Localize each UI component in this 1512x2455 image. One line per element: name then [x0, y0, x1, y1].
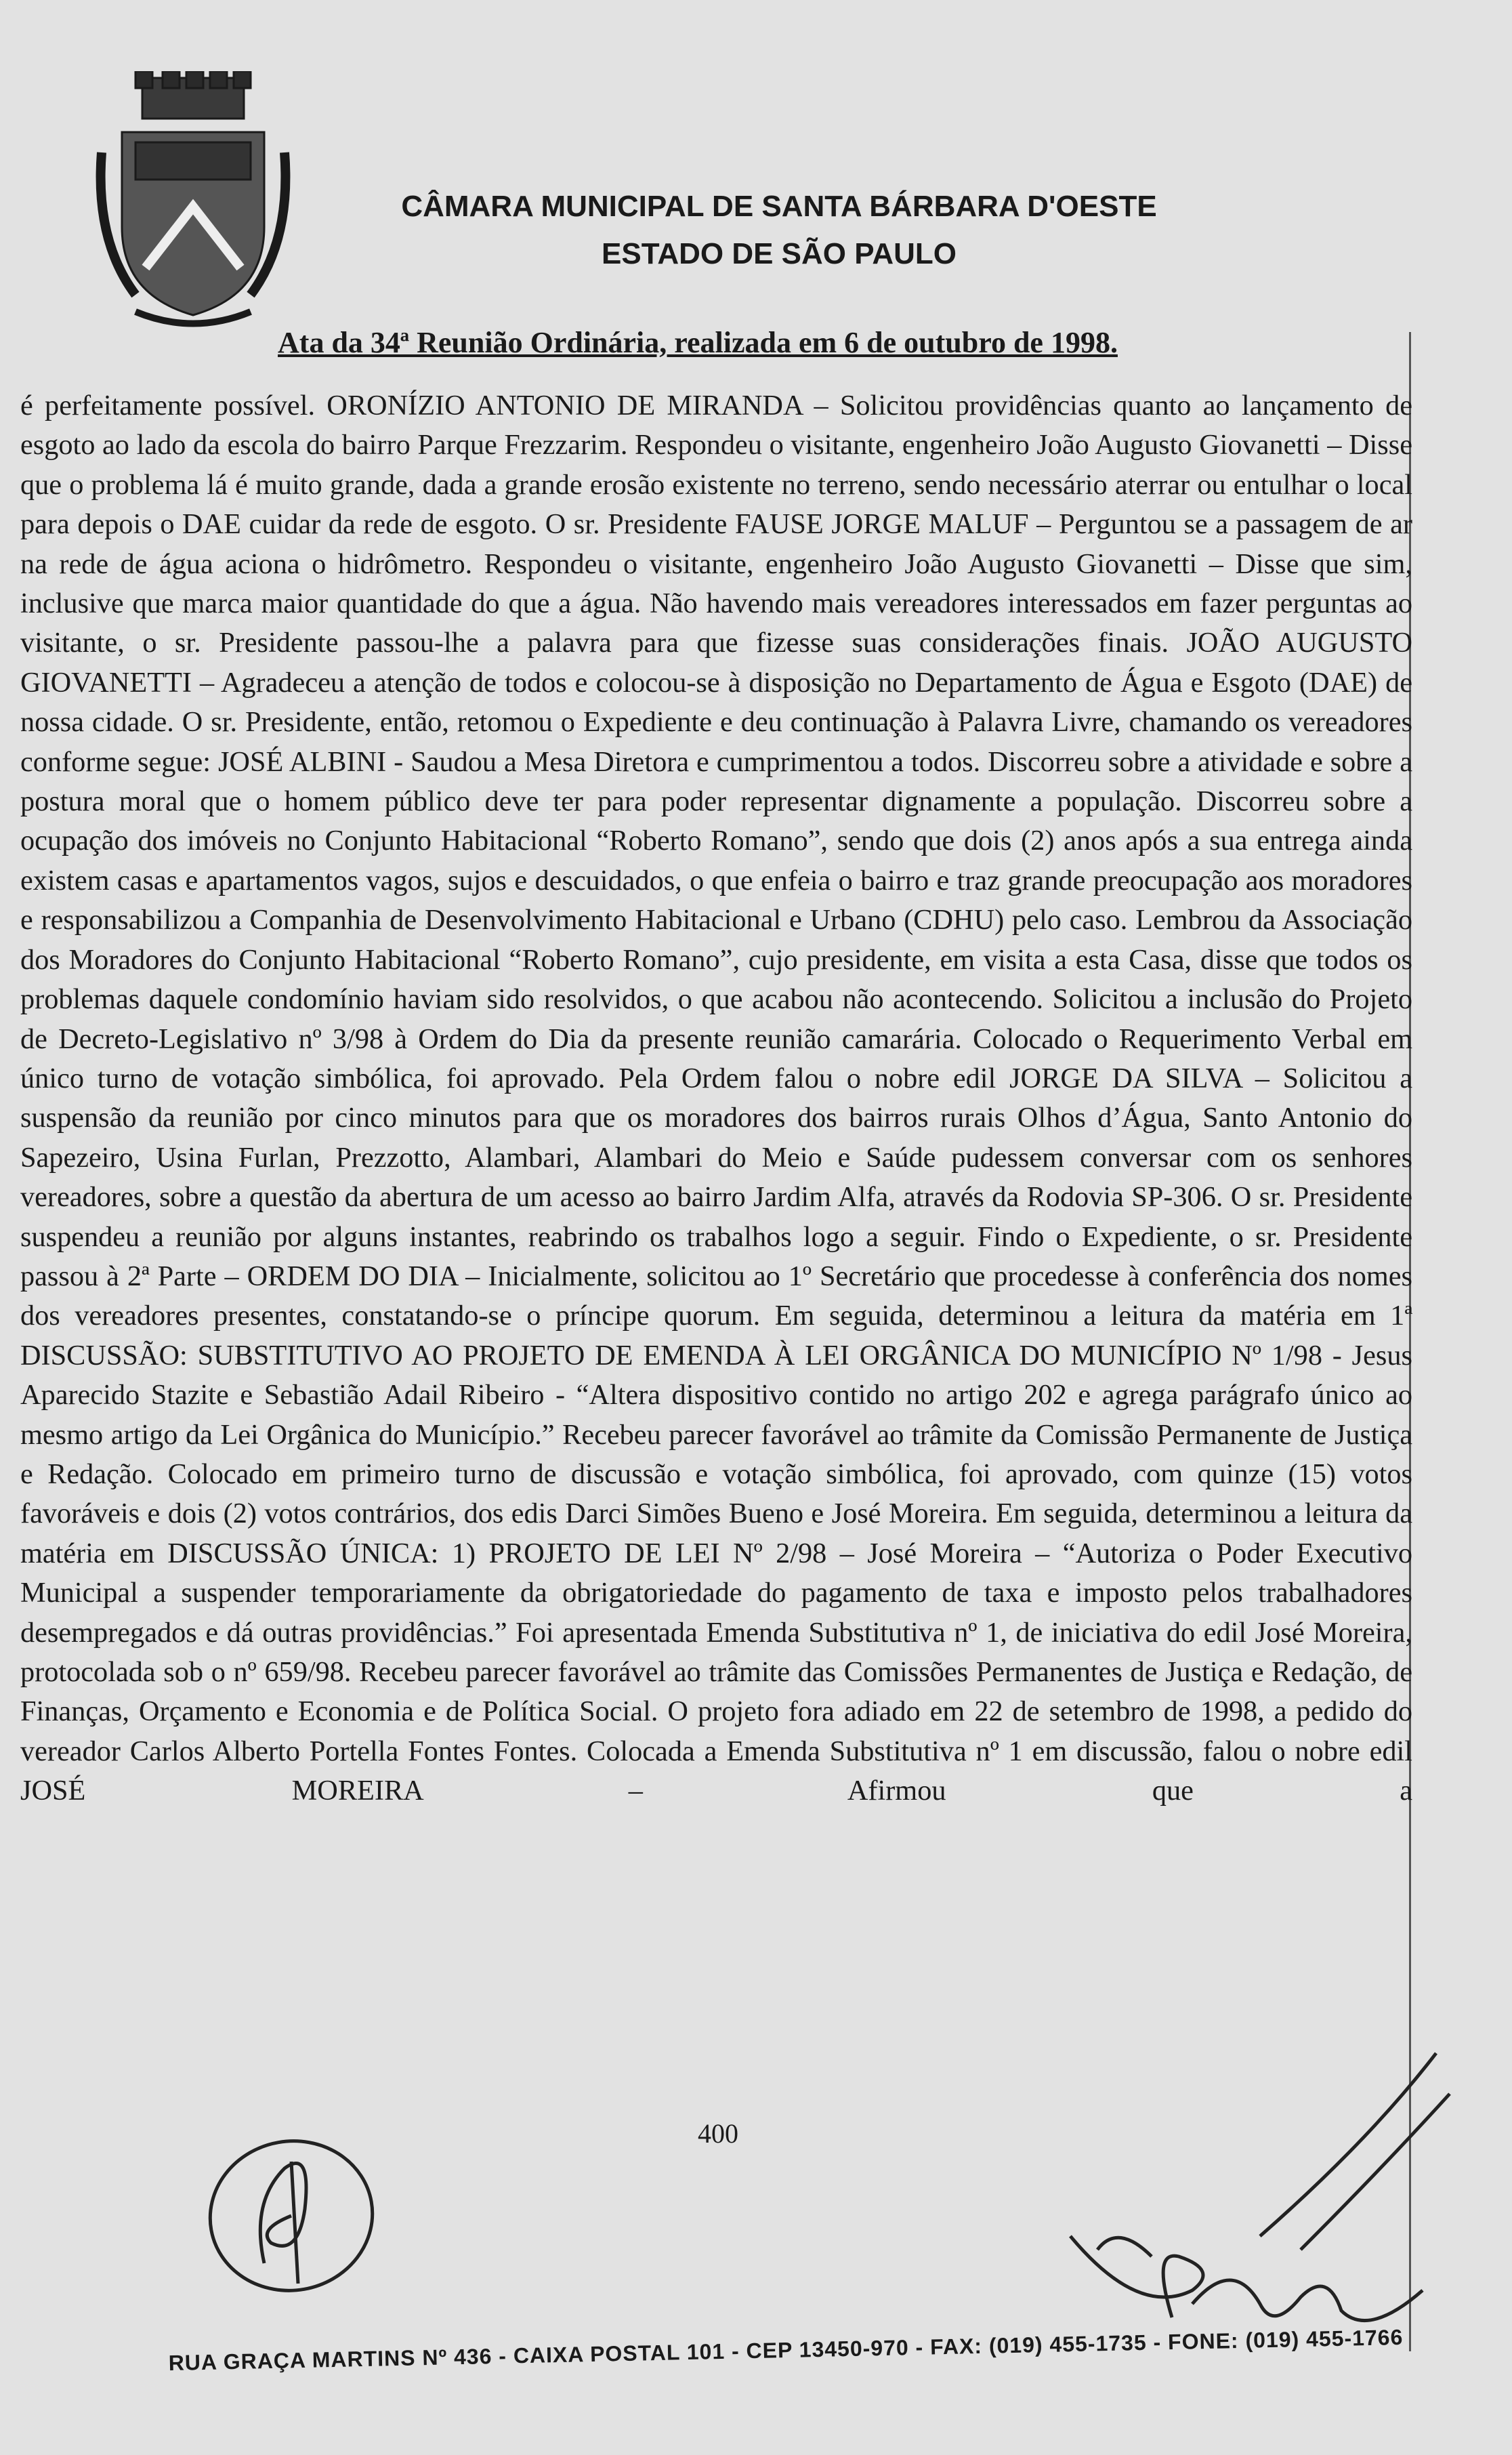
- document-header: [305, 183, 1253, 278]
- page-number: 400: [698, 2118, 738, 2149]
- address-footer: RUA GRAÇA MARTINS Nº 436 - CAIXA POSTAL 101 - CEP 13450-970 - FAX: (019) 455-1735 - FONE: (019) 455-1766: [168, 2324, 1404, 2376]
- body-paragraph: é perfeitamente possível. ORONÍZIO ANTONIO DE MIRANDA – Solicitou providências quanto ao lançamento de esgoto ao lado da escola do bairro Parque Frezzarim. Respondeu o visitante, engenheiro João Augusto Giovanetti – Disse que o problema lá é muito grande, dada a grande erosão existente no terreno, sendo necessário aterrar ou entulhar o local para depois o DAE cuidar da rede de esgoto. O sr. Presidente FAUSE JORGE MALUF – Perguntou se a passagem de ar na rede de água aciona o hidrômetro. Respondeu o visitante, engenheiro João Augusto Giovanetti – Disse que sim, inclusive que marca maior quantidade do que a água. Não havendo mais vereadores interessados em fazer perguntas ao visitante, o sr. Presidente passou-lhe a palavra para que fizesse suas considerações finais. JOÃO AUGUSTO GIOVANETTI – Agradeceu a atenção de todos e colocou-se à disposição no Departamento de Água e Esgoto (DAE) de nossa cidade. O sr. Presidente, então, retomou o Expediente e deu continuação à Palavra Livre, chamando os vereadores conforme segue: JOSÉ ALBINI - Saudou a Mesa Diretora e cumprimentou a todos. Discorreu sobre a atividade e sobre a postura moral que o homem público deve ter para poder representar dignamente a população. Discorreu sobre a ocupação dos imóveis no Conjunto Habitacional “Roberto Romano”, sendo que dois (2) anos após a sua entrega ainda existem casas e apartamentos vagos, sujos e descuidados, o que enfeia o bairro e traz grande preocupação aos moradores e responsabilizou a Companhia de Desenvolvimento Habitacional e Urbano (CDHU) pelo caso. Lembrou da Associação dos Moradores do Conjunto Habitacional “Roberto Romano”, cujo presidente, em visita a esta Casa, disse que todos os problemas daquele condomínio haviam sido resolvidos, o que acabou não acontecendo. Solicitou a inclusão do Projeto de Decreto-Legislativo nº 3/98 à Ordem do Dia da presente reunião camarária. Colocado o Requerimento Verbal em único turno de votação simbólica, foi aprovado. Pela Ordem falou o nobre edil JORGE DA SILVA – Solicitou a suspensão da reunião por cinco minutos para que os moradores dos bairros rurais Olhos d’Água, Santo Antonio do Sapezeiro, Usina Furlan, Prezzotto, Alambari, Alambari do Meio e Saúde pudessem conversar com os senhores vereadores, sobre a questão da abertura de um acesso ao bairro Jardim Alfa, através da Rodovia SP-306. O sr. Presidente suspendeu a reunião por alguns instantes, reabrindo os trabalhos logo a seguir. Findo o Expediente, o sr. Presidente passou à 2ª Parte – ORDEM DO DIA – Inicialmente, solicitou ao 1º Secretário que procedesse à conferência dos nomes dos vereadores presentes, constatando-se o príncipe quorum. Em seguida, determinou a leitura da matéria em 1ª DISCUSSÃO: SUBSTITUTIVO AO PROJETO DE EMENDA À LEI ORGÂNICA DO MUNICÍPIO Nº 1/98 - Jesus Aparecido Stazite e Sebastião Adail Ribeiro - “Altera dispositivo contido no artigo 202 e agrega parágrafo único ao mesmo artigo da Lei Orgânica do Município.” Recebeu parecer favorável ao trâmite da Comissão Permanente de Justiça e Redação. Colocado em primeiro turno de discussão e votação simbólica, foi aprovado, com quinze (15) votos favoráveis e dois (2) votos contrários, dos edis Darci Simões Bueno e José Moreira. Em seguida, determinou a leitura da matéria em DISCUSSÃO ÚNICA: 1) PROJETO DE LEI Nº 2/98 – José Moreira – “Autoriza o Poder Executivo Municipal a suspender temporariamente da obrigatoriedade do pagamento de taxa e imposto pelos trabalhadores desempregados e dá outras providências.” Foi apresentada Emenda Substitutiva nº 1, de iniciativa do edil José Moreira, protocolada sob o nº 659/98. Recebeu parecer favorável ao trâmite das Comissões Permanentes de Justiça e Redação, de Finanças, Orçamento e Economia e de Política Social. O projeto fora adiado em 22 de setembro de 1998, a pedido do vereador Carlos Alberto Portella Fontes Fontes. Colocada a Emenda Substitutiva nº 1 em discussão, falou o nobre edil JOSÉ MOREIRA – Afirmou que a: [20, 390, 1412, 1807]
- header-line-1: CÂMARA MUNICIPAL DE SANTA BÁRBARA D'OESTE: [401, 190, 1157, 223]
- minutes-title: Ata da 34ª Reunião Ordinária, realizada em 6 de outubro de 1998.: [278, 326, 1118, 359]
- signature-1: [190, 2121, 393, 2311]
- municipal-coat-of-arms: [95, 71, 291, 329]
- minutes-body: [20, 386, 1412, 1811]
- signature-2: [1016, 2033, 1456, 2358]
- header-line-2: ESTADO DE SÃO PAULO: [602, 237, 957, 270]
